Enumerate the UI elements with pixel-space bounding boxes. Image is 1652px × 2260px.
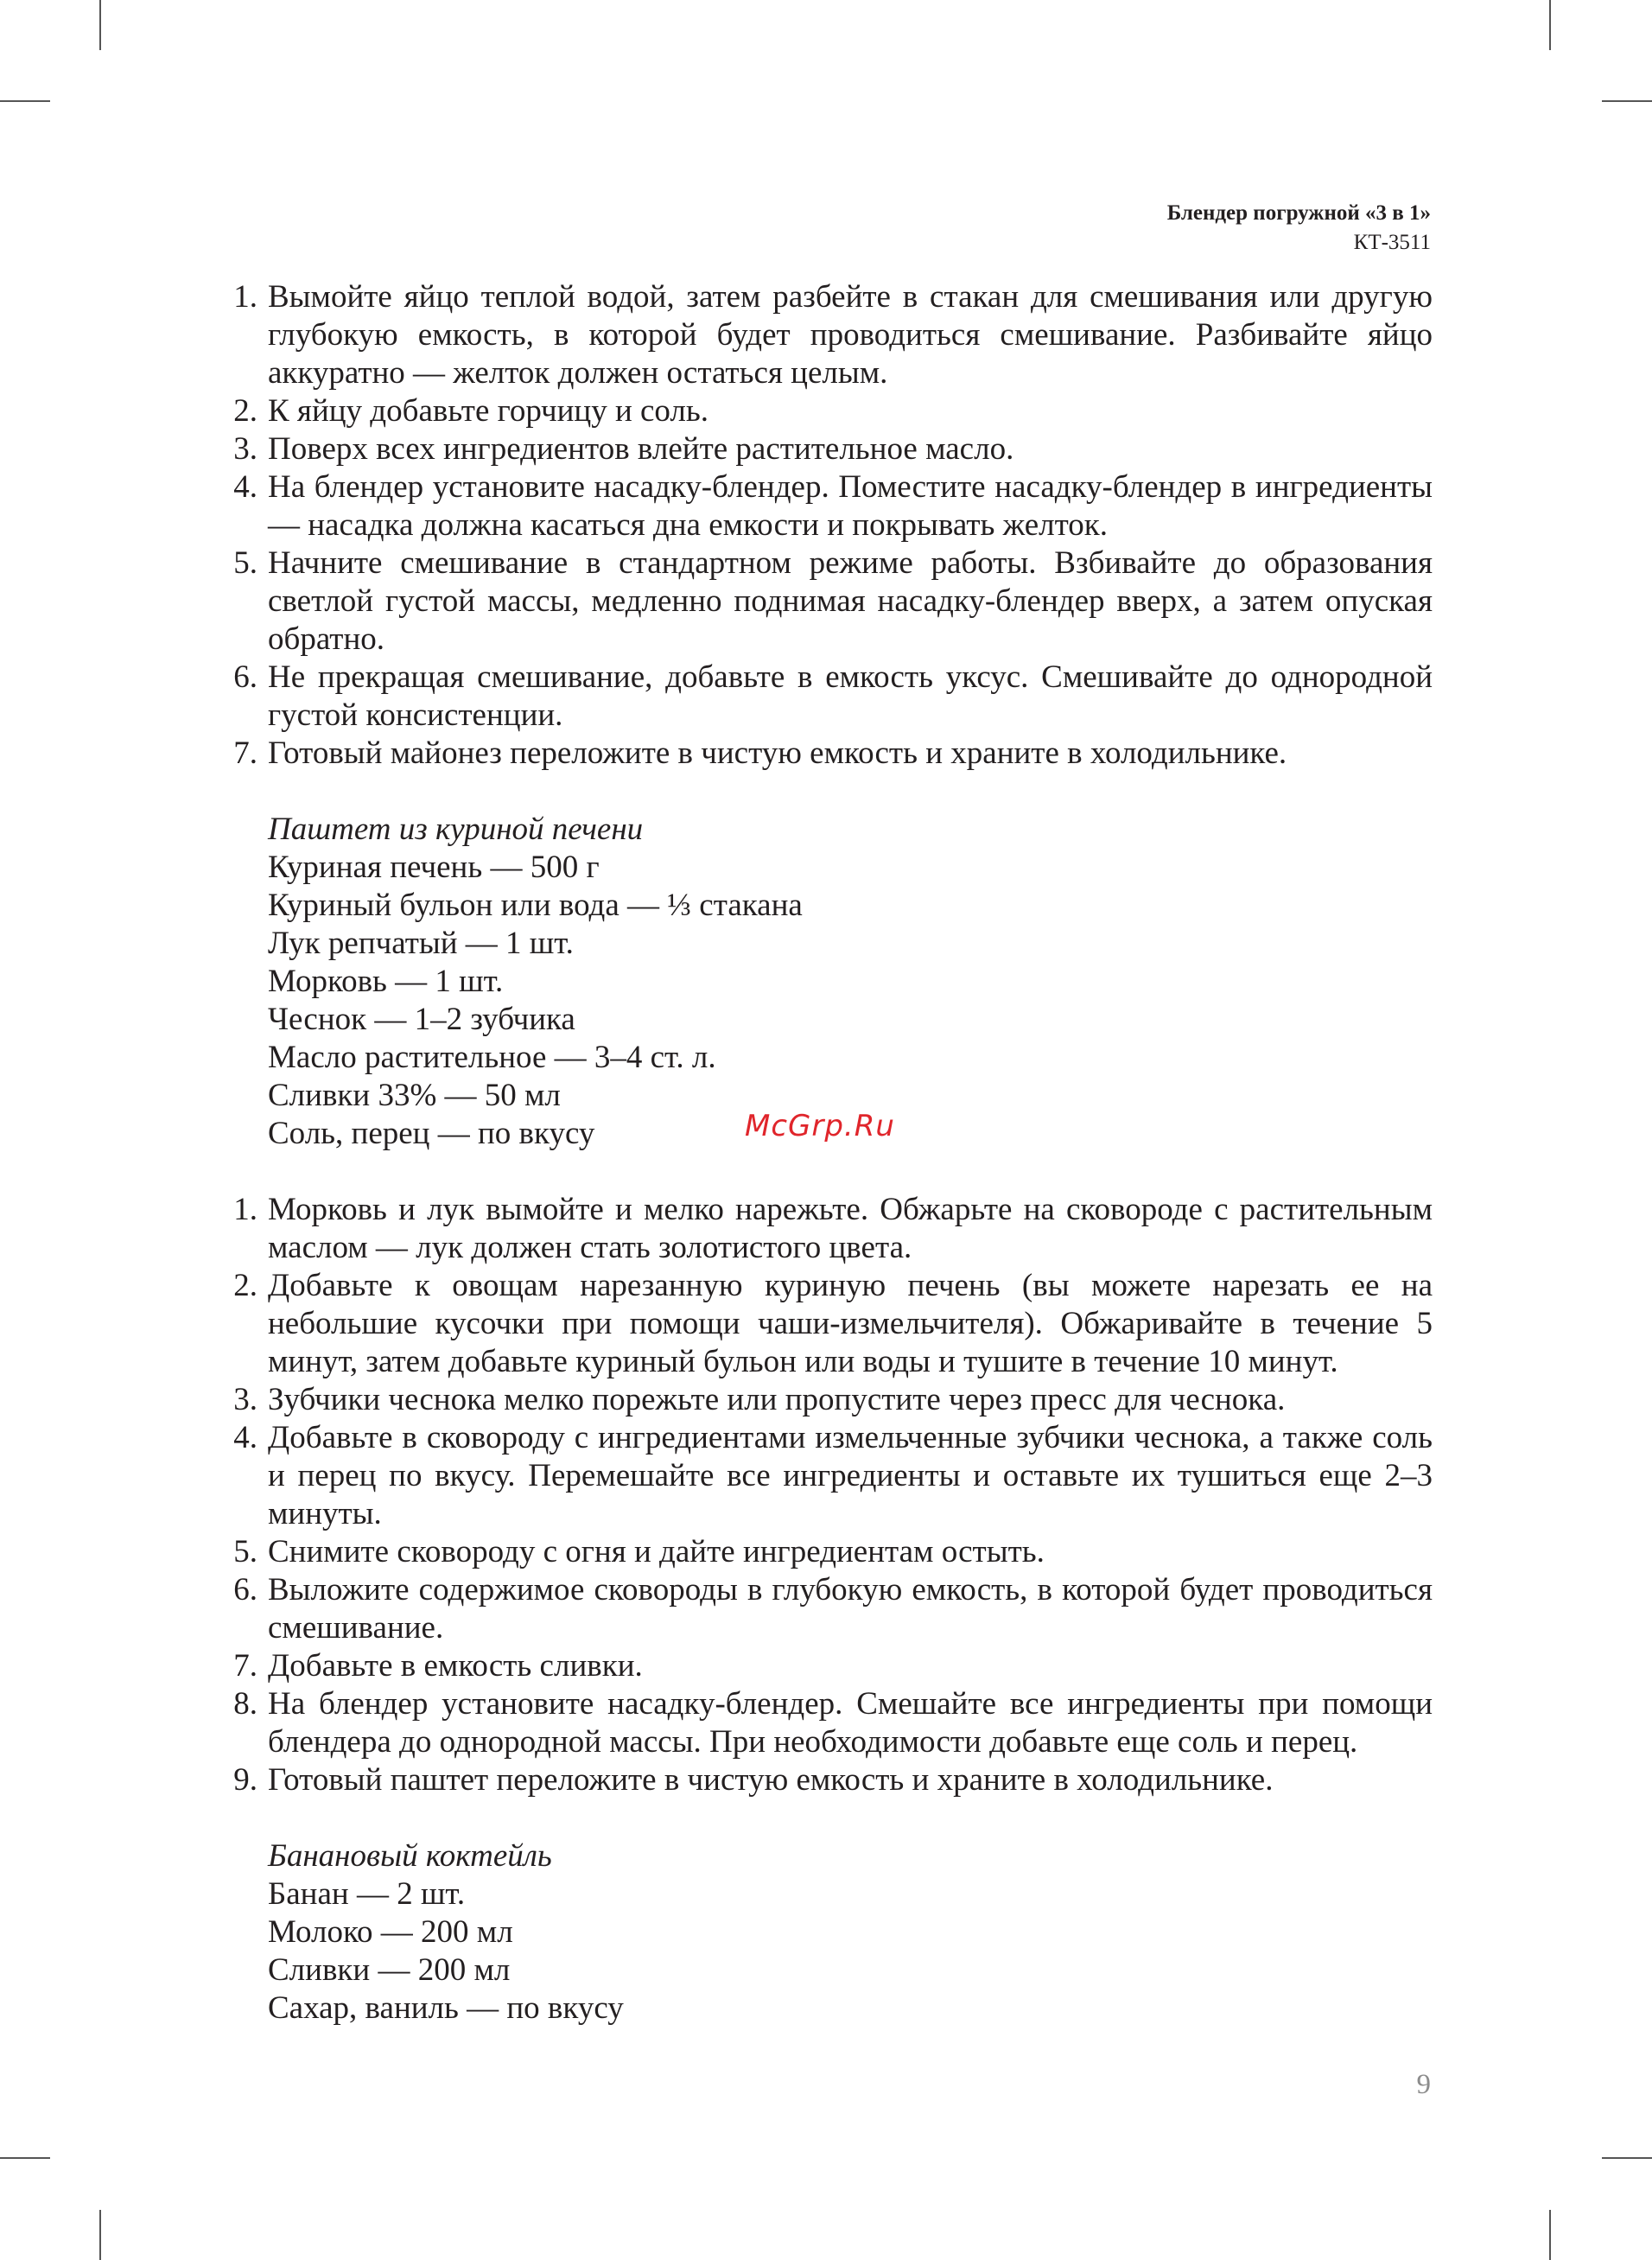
crop-mark	[1549, 0, 1551, 50]
item-number: 9.	[233, 1762, 257, 1798]
list-item	[218, 1191, 1433, 1267]
item-number: 1.	[233, 1192, 257, 1227]
watermark: McGrp.Ru	[745, 1109, 895, 1143]
item-number: 7.	[233, 735, 257, 771]
ingredient: Лук репчатый — 1 шт.	[268, 926, 574, 961]
crop-mark	[0, 2157, 50, 2159]
recipe-banana-shake	[218, 1837, 1433, 2028]
ingredient: Молоко — 200 мл	[268, 1914, 513, 1950]
list-item	[218, 659, 1433, 735]
item-text: Поверх всех ингредиентов влейте растительное масло.	[268, 431, 1014, 467]
item-number: 3.	[233, 431, 257, 467]
item-text: Не прекращая смешивание, добавьте в емкость уксус. Смешивайте до однородной густой консистенции.	[268, 659, 1433, 733]
running-header	[1167, 199, 1431, 258]
item-text: Добавьте в сковороду с ингредиентами измельченные зубчики чеснока, а также соль и перец по вкусу. Перемешайте все ингредиенты и оставьте их тушиться еще 2–3 минуты.	[268, 1420, 1433, 1531]
list-item	[218, 735, 1433, 773]
item-text: Добавьте в емкость сливки.	[268, 1648, 643, 1684]
item-number: 4.	[233, 469, 257, 505]
item-text: Готовый майонез переложите в чистую емкость и храните в холодильнике.	[268, 735, 1287, 771]
item-number: 6.	[233, 1572, 257, 1607]
item-text: На блендер установите насадку-блендер. Смешайте все ингредиенты при помощи блендера до однородной массы. При необходимости добавьте еще соль и перец.	[268, 1686, 1433, 1760]
ingredient: Чеснок — 1–2 зубчика	[268, 1002, 575, 1037]
item-number: 5.	[233, 545, 257, 581]
ingredient: Сливки — 200 мл	[268, 1952, 511, 1988]
list-item	[218, 544, 1433, 659]
crop-mark	[1602, 100, 1652, 102]
item-number: 4.	[233, 1420, 257, 1455]
item-text: На блендер установите насадку-блендер. Поместите насадку-блендер в ингредиенты — насадка должна касаться дна емкости и покрывать желток.	[268, 469, 1433, 543]
list-item	[218, 278, 1433, 392]
ingredient: Сливки 33% — 50 мл	[268, 1078, 561, 1113]
header-model: КТ-3511	[1353, 231, 1431, 254]
ingredient: Куриный бульон или вода — ⅓ стакана	[268, 888, 803, 923]
crop-mark	[99, 0, 101, 50]
item-text: Готовый паштет переложите в чистую емкость и храните в холодильнике.	[268, 1762, 1274, 1798]
ingredient: Масло растительное — 3–4 ст. л.	[268, 1040, 716, 1075]
pate-steps	[218, 1191, 1433, 1799]
item-number: 2.	[233, 1268, 257, 1303]
item-number: 6.	[233, 659, 257, 695]
ingredient: Банан — 2 шт.	[268, 1876, 466, 1912]
header-title: Блендер погружной «3 в 1»	[1166, 201, 1431, 225]
ingredient: Соль, перец — по вкусу	[268, 1116, 595, 1151]
item-text: Добавьте к овощам нарезанную куриную печень (вы можете нарезать ее на небольшие кусочки при помощи чаши-измельчителя). Обжаривайте в течение 5 минут, затем добавьте куриный бульон или воды и тушите в течение 10 минут.	[268, 1268, 1433, 1379]
recipe-title: Паштет из куриной печени	[268, 812, 644, 847]
crop-mark	[1602, 2157, 1652, 2159]
item-number: 7.	[233, 1648, 257, 1684]
mayonnaise-steps	[218, 278, 1433, 773]
list-item	[218, 392, 1433, 430]
item-text: К яйцу добавьте горчицу и соль.	[268, 393, 709, 429]
list-item	[218, 1381, 1433, 1419]
item-number: 2.	[233, 393, 257, 429]
page-content	[218, 278, 1433, 2066]
list-item	[218, 1419, 1433, 1533]
list-item	[218, 1685, 1433, 1761]
item-text: Вымойте яйцо теплой водой, затем разбейте в стакан для смешивания или другую глубокую емкость, в которой будет проводиться смешивание. Разбивайте яйцо аккуратно — желток должен остаться целым.	[268, 279, 1433, 391]
item-number: 8.	[233, 1686, 257, 1722]
list-item	[218, 1761, 1433, 1799]
crop-mark	[99, 2210, 101, 2260]
ingredient: Куриная печень — 500 г	[268, 850, 600, 885]
item-text: Зубчики чеснока мелко порежьте или пропустите через пресс для чеснока.	[268, 1382, 1286, 1417]
item-text: Снимите сковороду с огня и дайте ингредиентам остыть.	[268, 1534, 1045, 1569]
item-number: 5.	[233, 1534, 257, 1569]
item-number: 1.	[233, 279, 257, 315]
recipe-title: Банановый коктейль	[268, 1838, 552, 1874]
item-number: 3.	[233, 1382, 257, 1417]
list-item	[218, 1647, 1433, 1685]
list-item	[218, 1533, 1433, 1571]
crop-mark	[1549, 2210, 1551, 2260]
item-text: Выложите содержимое сковороды в глубокую емкость, в которой будет проводиться смешивание.	[268, 1572, 1433, 1646]
ingredient: Морковь — 1 шт.	[268, 964, 504, 999]
list-item	[218, 1571, 1433, 1647]
recipe-liver-pate	[218, 811, 1433, 1153]
page-number: 9	[1416, 2069, 1431, 2100]
list-item	[218, 1267, 1433, 1381]
item-text: Морковь и лук вымойте и мелко нарежьте. Обжарьте на сковороде с растительным маслом — лук должен стать золотистого цвета.	[268, 1192, 1433, 1265]
crop-mark	[0, 100, 50, 102]
list-item	[218, 430, 1433, 468]
list-item	[218, 468, 1433, 544]
item-text: Начните смешивание в стандартном режиме работы. Взбивайте до образования светлой густой массы, медленно поднимая насадку-блендер вверх, а затем опуская обратно.	[268, 545, 1433, 657]
ingredient: Сахар, ваниль — по вкусу	[268, 1990, 624, 2026]
